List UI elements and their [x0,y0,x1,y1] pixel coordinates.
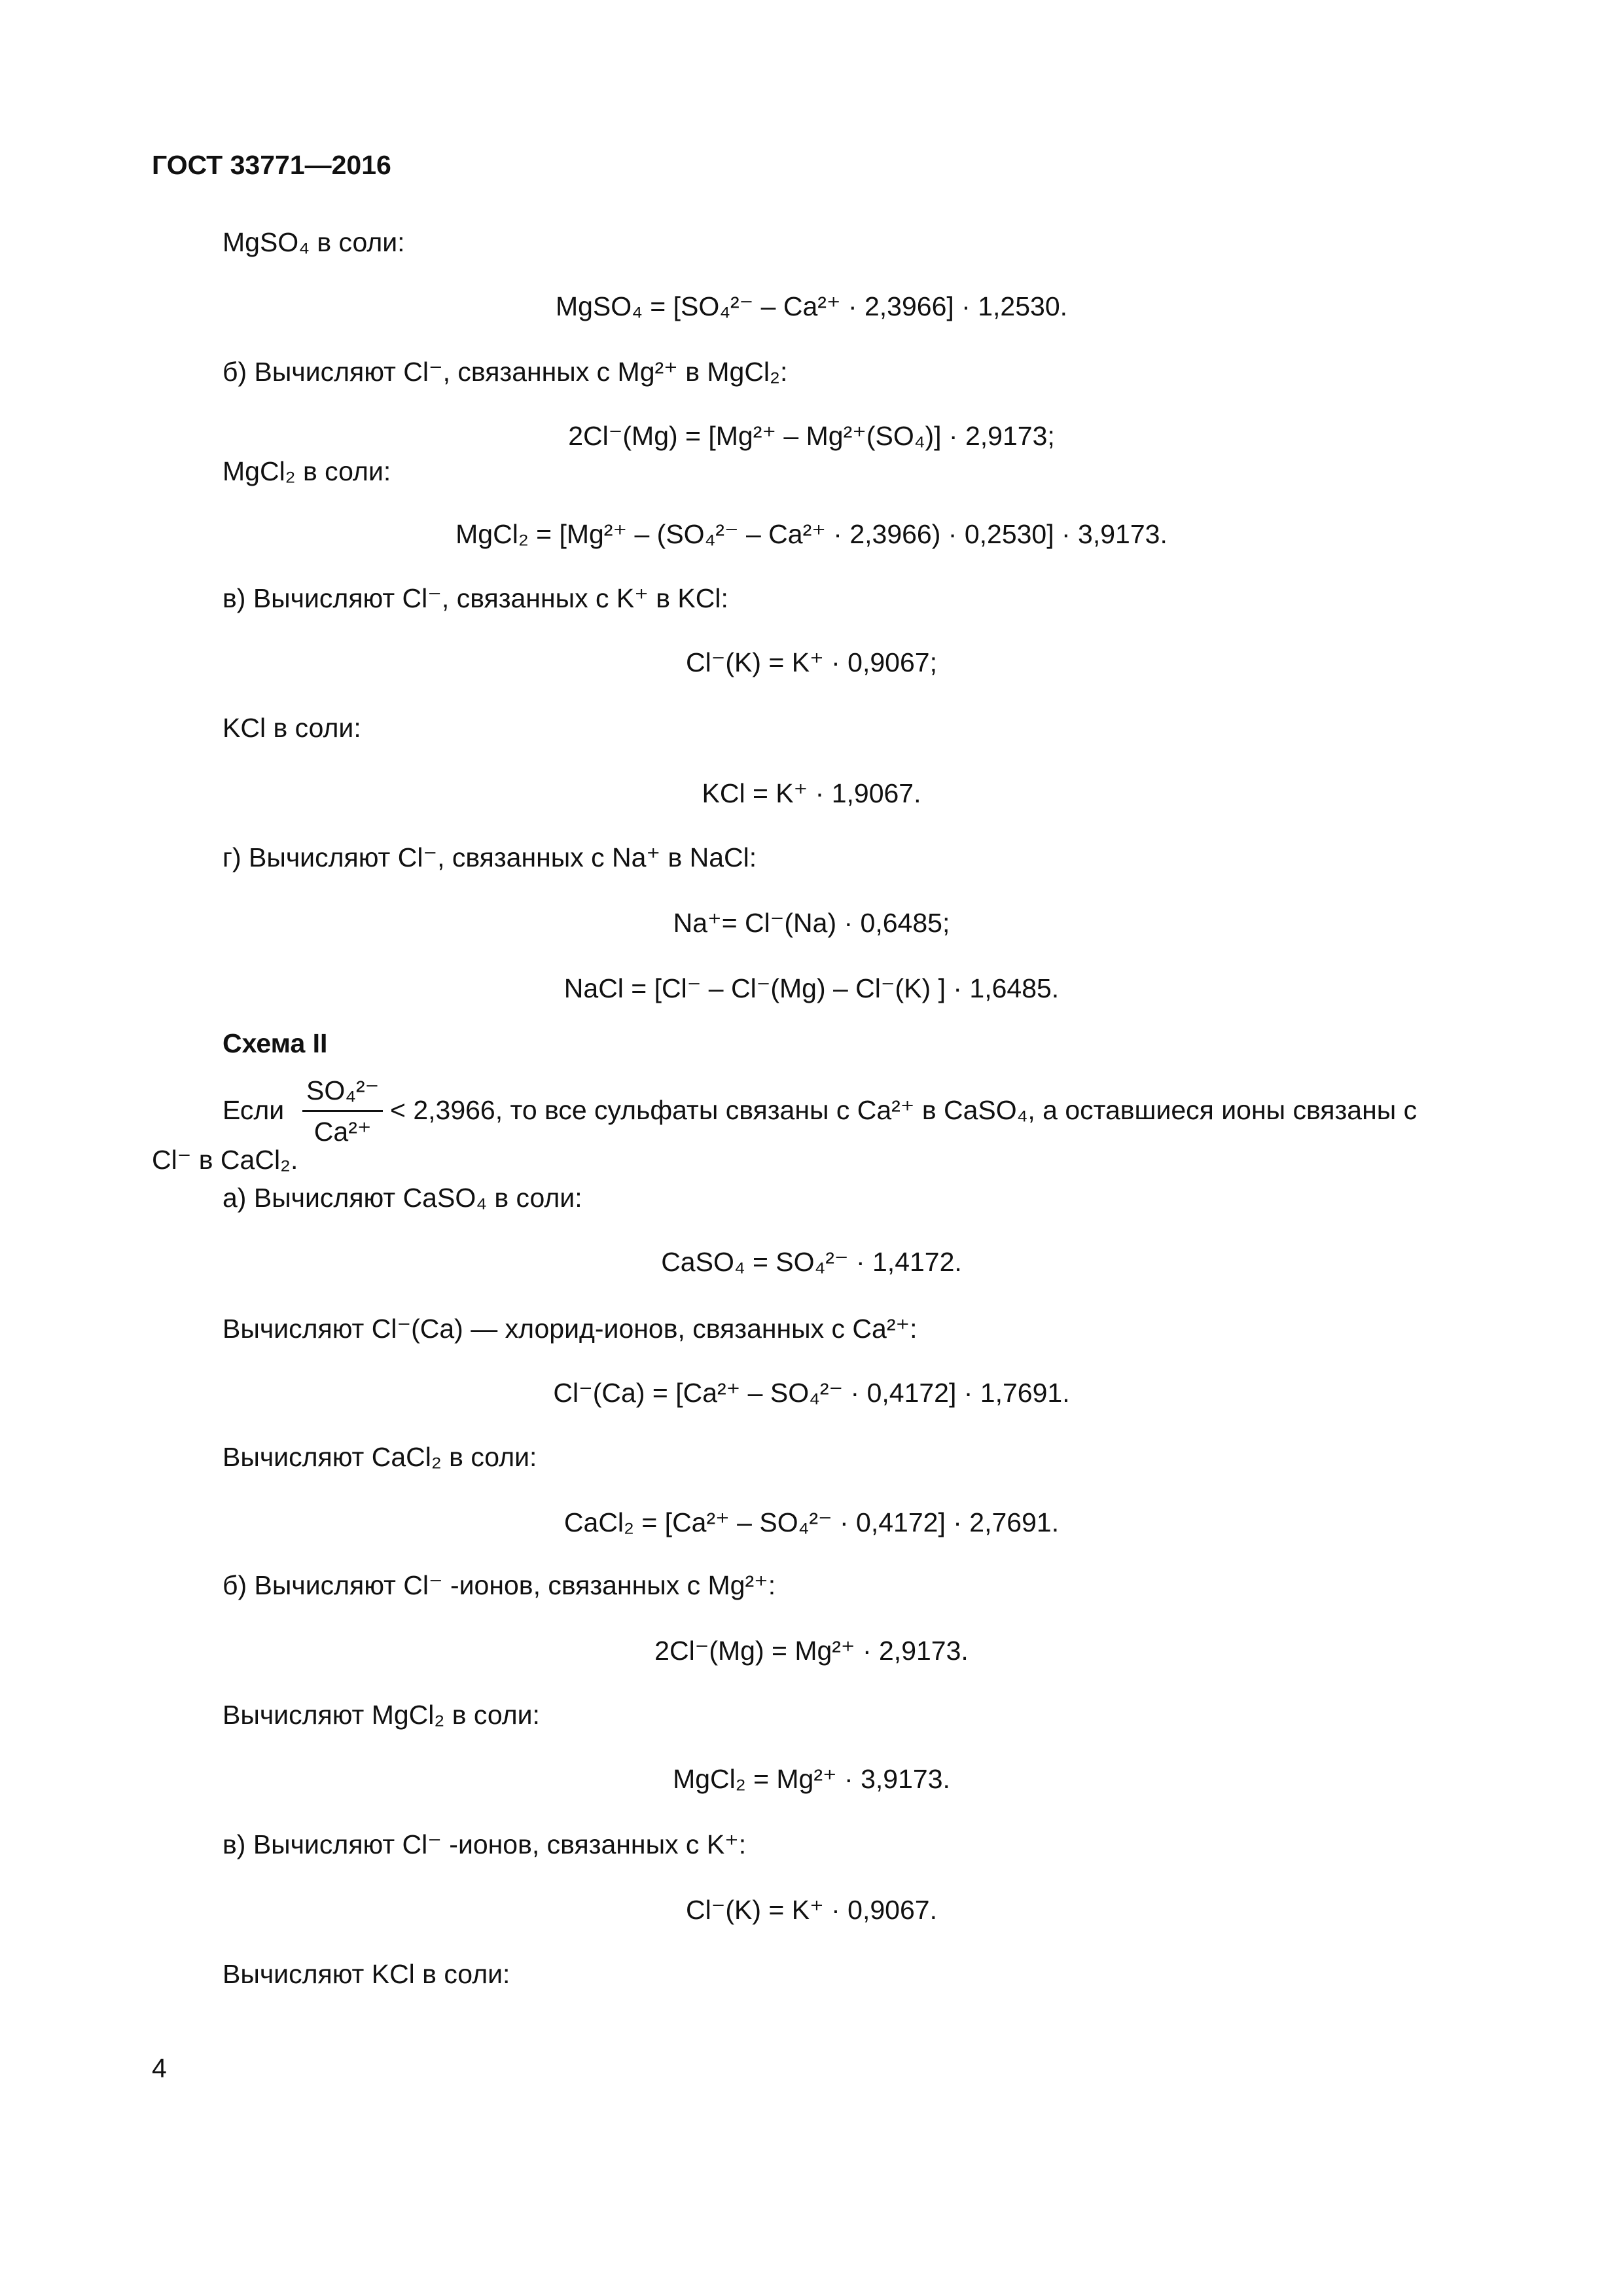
paragraph-cl-ca: Вычисляют Cl⁻(Ca) — хлорид-ионов, связанных с Ca²⁺: [223,1314,918,1344]
paragraph-step-b: б) Вычисляют Cl⁻, связанных с Mg²⁺ в MgCl₂: [223,357,788,387]
fraction-denominator: Ca²⁺ [313,1117,372,1147]
formula-cl-k: Cl⁻(K) = K⁺ · 0,9067; [686,647,937,677]
paragraph-cacl2-label: Вычисляют CaCl₂ в соли: [223,1442,537,1472]
formula-na: Na⁺= Cl⁻(Na) · 0,6485; [673,908,950,938]
paragraph-cl-mg-ions: б) Вычисляют Cl⁻ -ионов, связанных с Mg²⁺: [223,1570,776,1600]
formula-mgcl2-ii: MgCl₂ = Mg²⁺ · 3,9173. [673,1764,950,1794]
scheme-title: Схема II [223,1028,328,1058]
paragraph-step-g: г) Вычисляют Cl⁻, связанных с Na⁺ в NaCl: [223,842,757,872]
condition-continuation: Cl⁻ в CaCl₂. [152,1145,298,1175]
formula-2cl-mg-ii: 2Cl⁻(Mg) = Mg²⁺ · 2,9173. [654,1636,969,1666]
condition-if: Если [223,1095,285,1125]
paragraph-mgcl2-label: MgCl₂ в соли: [223,456,391,486]
condition-text: < 2,3966, то все сульфаты связаны с Ca²⁺ в CaSO₄, а оставшиеся ионы связаны с [390,1095,1418,1125]
paragraph-mgcl2-label-ii: Вычисляют MgCl₂ в соли: [223,1700,540,1730]
paragraph-cl-k-ions: в) Вычисляют Cl⁻ -ионов, связанных с K⁺: [223,1829,747,1859]
paragraph-step-v: в) Вычисляют Cl⁻, связанных с K⁺ в KCl: [223,583,728,613]
formula-2cl-mg: 2Cl⁻(Mg) = [Mg²⁺ – Mg²⁺(SO₄)] · 2,9173; [568,421,1055,451]
paragraph-mgso4-label: MgSO₄ в соли: [223,227,405,257]
formula-mgso4: MgSO₄ = [SO₄²⁻ – Ca²⁺ · 2,3966] · 1,2530. [555,291,1068,321]
page-number: 4 [152,2053,167,2083]
fraction-numerator: SO₄²⁻ [302,1075,383,1112]
document-header: ГОСТ 33771—2016 [152,150,391,180]
formula-nacl: NaCl = [Cl⁻ – Cl⁻(Mg) – Cl⁻(K) ] · 1,6485. [563,973,1060,1003]
formula-cl-ca: Cl⁻(Ca) = [Ca²⁺ – SO₄²⁻ · 0,4172] · 1,7691. [553,1378,1070,1408]
formula-caso4: CaSO₄ = SO₄²⁻ · 1,4172. [661,1247,962,1277]
formula-kcl: KCl = K⁺ · 1,9067. [702,778,921,808]
formula-cl-k-ii: Cl⁻(K) = K⁺ · 0,9067. [686,1895,937,1925]
paragraph-kcl-label-ii: Вычисляют KCl в соли: [223,1959,510,1989]
paragraph-kcl-label: KCl в соли: [223,713,361,743]
formula-cacl2: CaCl₂ = [Ca²⁺ – SO₄²⁻ · 0,4172] · 2,7691. [563,1507,1060,1537]
condition-fraction [302,1075,383,1147]
formula-mgcl2: MgCl₂ = [Mg²⁺ – (SO₄²⁻ – Ca²⁺ · 2,3966) · 0,2530] · 3,9173. [455,519,1168,549]
paragraph-caso4-step: а) Вычисляют CaSO₄ в соли: [223,1183,582,1213]
